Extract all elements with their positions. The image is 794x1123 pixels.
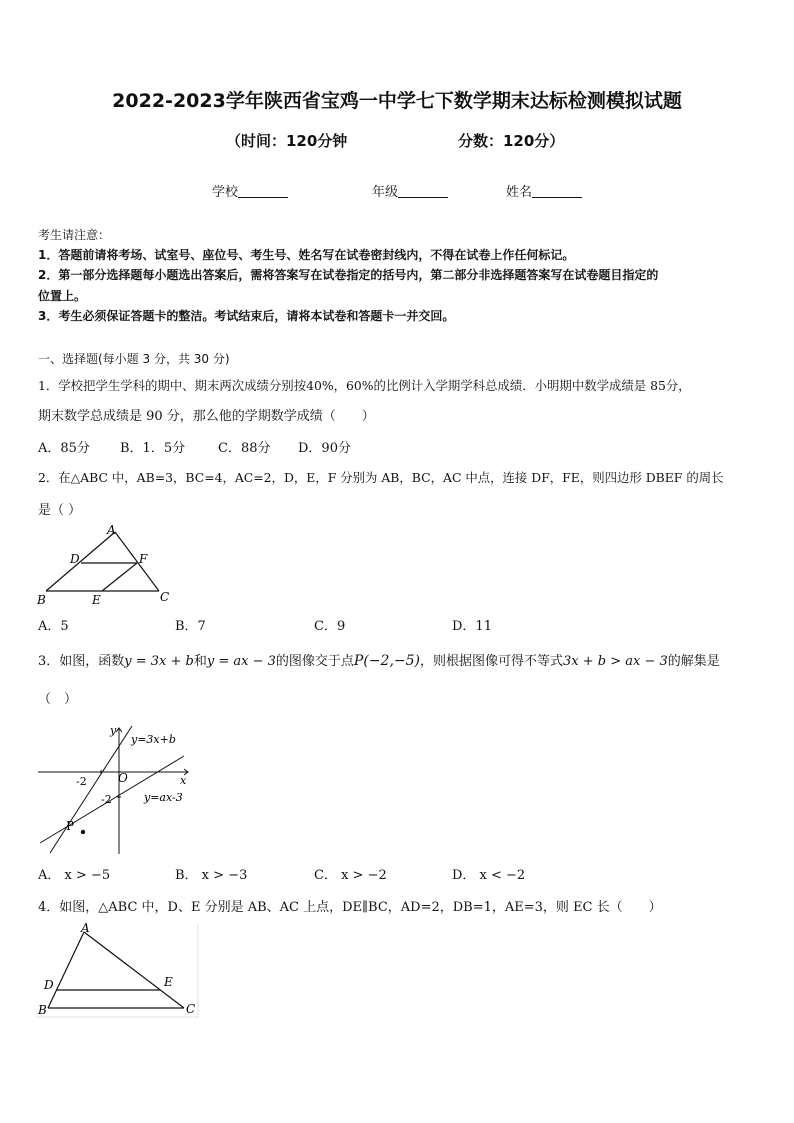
q4-triangle-figure	[34, 920, 202, 1020]
q3-label-y: y	[110, 724, 117, 737]
q2-triangle-figure	[34, 522, 184, 608]
notice-heading: 考生请注意：	[38, 228, 111, 242]
q3-text-e: 的解集是	[667, 654, 720, 669]
page-title: 2022-2023学年陕西省宝鸡一中学七下数学期末达标检测模拟试题	[112, 90, 682, 112]
notice-item-1: 1．答题前请将考场、试室号、座位号、考生号、姓名写在试卷密封线内，不得在试卷上作任何标记。	[38, 248, 575, 262]
notice-item-2: 2．第一部分选择题每小题选出答案后，需将答案写在试卷指定的括号内，第二部分非选择题答案写在试卷题目指定的	[38, 268, 659, 282]
notice-item-3: 3．考生必须保证答题卡的整洁。考试结束后，请将本试卷和答题卡一并交回。	[38, 309, 455, 323]
section-heading: 一、选择题(每小题 3 分，共 30 分)	[38, 352, 230, 366]
q2-option-a[interactable]: A．5	[38, 619, 69, 634]
school-field	[212, 181, 288, 200]
q4-label-e: E	[164, 975, 173, 989]
q3-label-neg2-y: -2	[101, 793, 112, 806]
q2-label-b: B	[37, 593, 46, 607]
q3-text-b: 和	[193, 654, 207, 669]
q3-option-d[interactable]: D． x < −2	[452, 868, 526, 883]
q3-label-line1: y=3x+b	[131, 733, 176, 746]
q3-inequality: 3x + b > ax − 3	[563, 654, 668, 669]
q3-point-p-marker	[81, 830, 85, 834]
q3-line2: （ ）	[38, 692, 78, 707]
q2-option-d[interactable]: D．11	[452, 619, 492, 634]
q2-label-a: A	[107, 523, 116, 537]
name-field	[506, 181, 582, 200]
q1-line1: 1．学校把学生学科的期中、期末两次成绩分别按40%，60%的比例计入学期学科总成绩．小明期中数学成绩是 85分，	[38, 378, 691, 393]
q3-label-p: P	[66, 819, 75, 833]
q3-option-a[interactable]: A． x > −5	[38, 868, 111, 883]
q1-option-b[interactable]: B．1．5分	[120, 441, 186, 456]
exam-time: （时间：120分钟	[226, 132, 348, 150]
q3-text-c: 的图像交于点	[275, 654, 354, 669]
q1-line2: 期末数学总成绩是 90 分，那么他的学期数学成绩（ ）	[38, 409, 375, 424]
q2-option-c[interactable]: C．9	[314, 619, 346, 634]
q1-option-c[interactable]: C．88分	[218, 441, 271, 456]
name-label: 姓名	[506, 185, 533, 200]
q3-option-b[interactable]: B． x > −3	[175, 868, 248, 883]
q3-expr-2: y = ax − 3	[206, 654, 276, 669]
grade-field	[372, 181, 448, 200]
school-blank[interactable]	[238, 185, 288, 198]
q3-text-d: ，则根据图像可得不等式	[420, 654, 564, 669]
q4-line1: 4．如图，△ABC 中，D、E 分别是 AB、AC 上点，DE∥BC，AD=2，DB=1，AE=3，则 EC 长（ ）	[38, 900, 662, 915]
q3-expr-1: y = 3x + b	[124, 654, 194, 669]
q4-label-c: C	[186, 1002, 196, 1016]
notice-item-2-cont: 位置上。	[38, 289, 87, 303]
q1-option-a[interactable]: A．85分	[38, 441, 90, 456]
q2-label-e: E	[92, 593, 101, 607]
q4-label-d: D	[44, 978, 54, 992]
exam-score: 分数：120分）	[458, 132, 565, 150]
grade-label: 年级	[372, 185, 399, 200]
q2-line2: 是（ ）	[38, 503, 82, 518]
q2-line1: 2．在△ABC 中，AB=3，BC=4，AC=2，D，E，F 分别为 AB，BC，AC 中点，连接 DF，FE，则四边形 DBEF 的周长	[38, 470, 724, 485]
q3-option-c[interactable]: C． x > −2	[314, 868, 387, 883]
q2-option-b[interactable]: B．7	[175, 619, 206, 634]
grade-blank[interactable]	[398, 185, 448, 198]
q3-line1	[38, 650, 720, 669]
q2-label-f: F	[139, 552, 148, 566]
q2-label-c: C	[160, 590, 170, 604]
q4-label-a: A	[81, 921, 90, 935]
q3-label-neg2-x: -2	[76, 775, 87, 788]
name-blank[interactable]	[532, 185, 582, 198]
q3-label-origin: O	[118, 771, 128, 785]
q3-graph-figure	[34, 722, 199, 858]
q2-label-d: D	[70, 552, 80, 566]
q3-label-x: x	[180, 774, 187, 787]
q3-text-a: 3．如图，函数	[38, 654, 125, 669]
q3-label-line2: y=ax-3	[144, 791, 183, 804]
q3-point: P(−2,−5)	[353, 653, 420, 669]
q1-option-d[interactable]: D．90分	[298, 441, 351, 456]
school-label: 学校	[212, 185, 239, 200]
q4-label-b: B	[38, 1003, 47, 1017]
